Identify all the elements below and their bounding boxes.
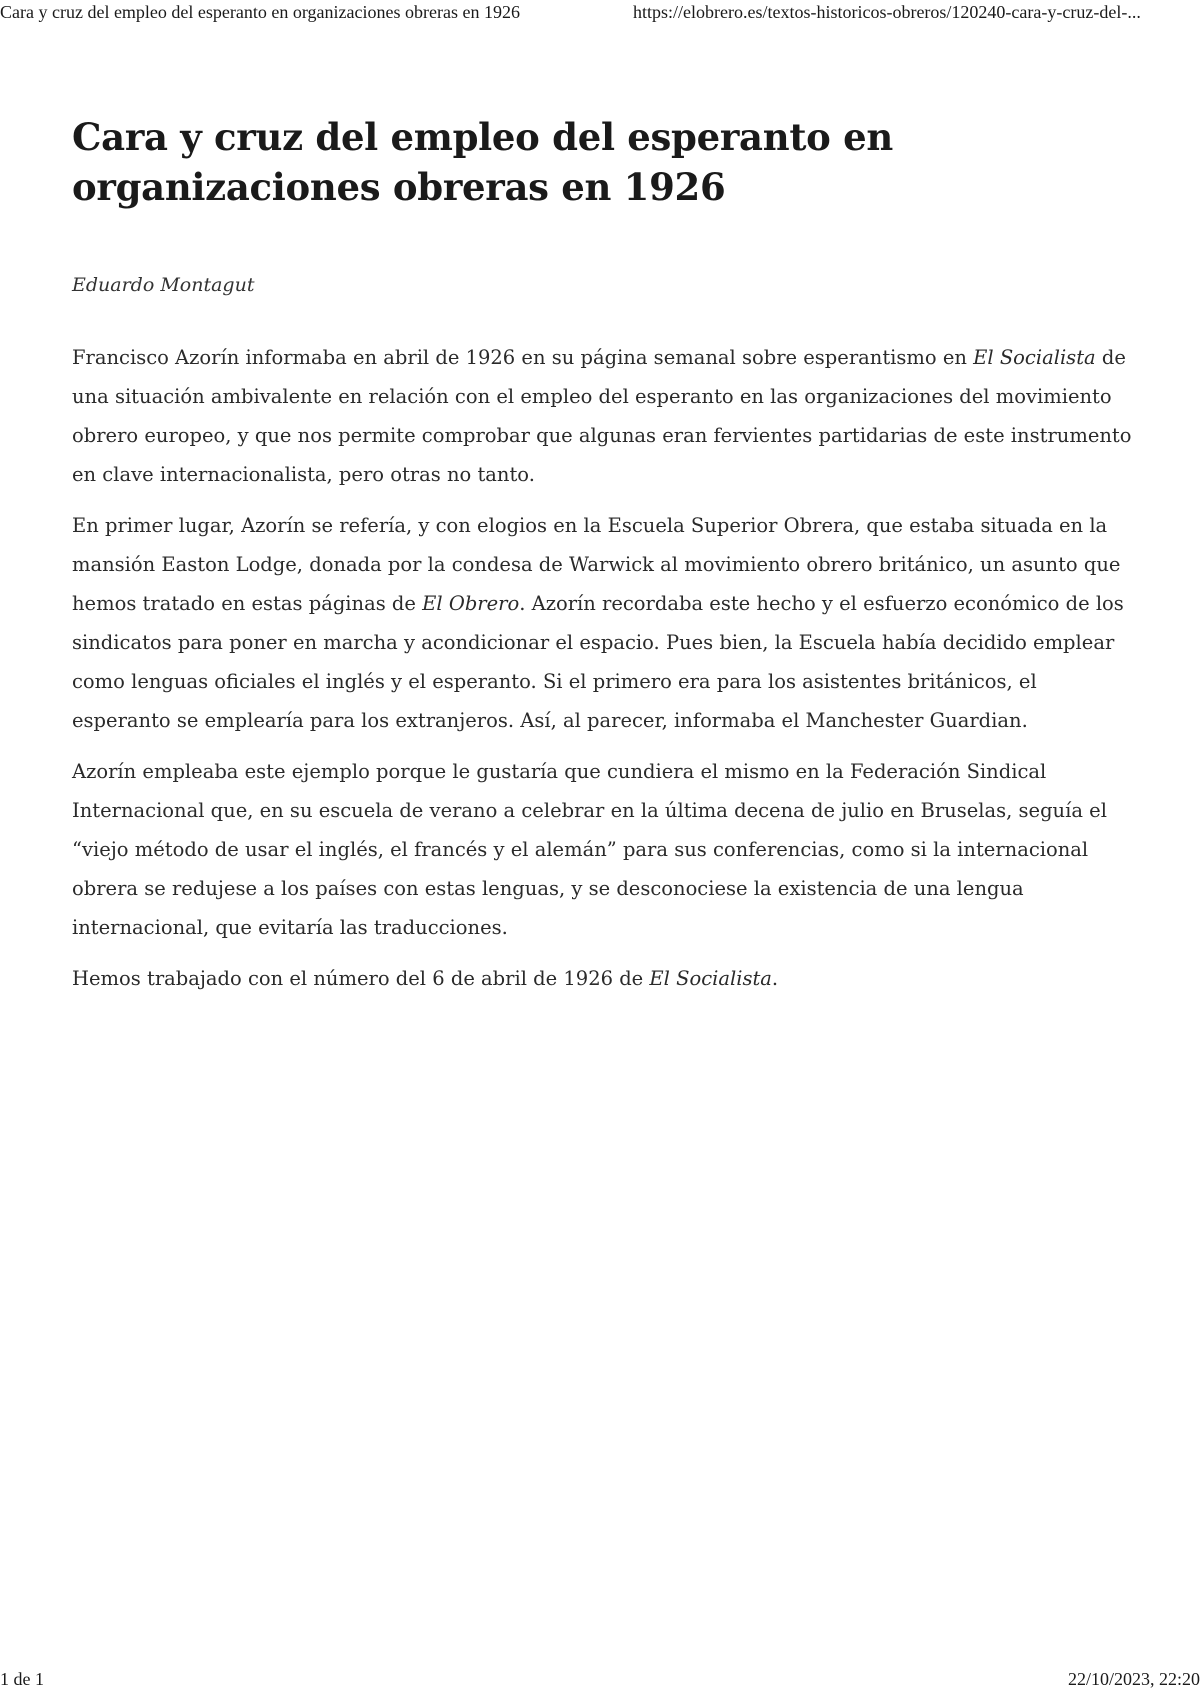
paragraph-3-text: Azorín empleaba este ejemplo porque le gustaría que cundiera el mismo en la Federación Sindical Internacional que, en su escuela de verano a celebrar en la última decena de julio en Bruselas, seguía el “viejo método de usar el inglés, el francés y el alemán” para sus conferencias, como si la internacional obrera se redujese a los países con estas lenguas, y se desconociese la existencia de una lengua internacional, que evitaría las traducciones.: [72, 760, 1107, 939]
paragraph-4: [72, 959, 1132, 998]
print-datetime: 22/10/2023, 22:20: [1067, 1669, 1200, 1689]
paragraph-1-text-b: de una situación ambivalente en relación con el empleo del esperanto en las organizaciones del movimiento obrero europeo, y que nos permite comprobar que algunas eran fervientes partidarias de este instrumento en clave internacionalista, pero otras no tanto.: [72, 346, 1132, 486]
print-header-url: https://elobrero.es/textos-historicos-obreros/120240-cara-y-cruz-del-...: [633, 2, 1141, 22]
paragraph-1: [72, 338, 1132, 494]
print-footer: [0, 1669, 1200, 1695]
paragraph-4-text-a: Hemos trabajado con el número del 6 de abril de 1926 de: [72, 967, 650, 990]
paragraph-2-text-a: En primer lugar, Azorín se refería, y con elogios en la Escuela Superior Obrera, que estaba situada en la mansión Easton Lodge, donada por la condesa de Warwick al movimiento obrero británico, un asunto que hemos tratado en estas páginas de: [72, 514, 1121, 615]
paragraph-4-text-b: .: [771, 967, 779, 990]
paragraph-3: [72, 752, 1132, 947]
paragraph-1-publication-ref: El Socialista: [973, 346, 1096, 369]
paragraph-2-publication-ref: El Obrero: [422, 592, 520, 615]
article: [72, 112, 1132, 1010]
paragraph-2: [72, 506, 1132, 740]
paragraph-1-text-a: Francisco Azorín informaba en abril de 1926 en su página semanal sobre esperantismo en: [72, 346, 974, 369]
article-body: [72, 338, 1132, 998]
print-header: [0, 0, 1200, 26]
print-header-title: Cara y cruz del empleo del esperanto en organizaciones obreras en 1926: [0, 2, 520, 22]
paragraph-2-text-b: . Azorín recordaba este hecho y el esfuerzo económico de los sindicatos para poner en marcha y acondicionar el espacio. Pues bien, la Escuela había decidido emplear como lenguas oficiales el inglés y el esperanto. Si el primero era para los asistentes británicos, el esperanto se emplearía para los extranjeros. Así, al parecer, informaba el Manchester Guardian.: [72, 592, 1124, 732]
page-number: 1 de 1: [0, 1669, 44, 1689]
paragraph-4-publication-ref: El Socialista: [649, 967, 772, 990]
article-author: Eduardo Montagut: [72, 274, 255, 296]
article-title: Cara y cruz del empleo del esperanto en organizaciones obreras en 1926: [72, 115, 893, 209]
